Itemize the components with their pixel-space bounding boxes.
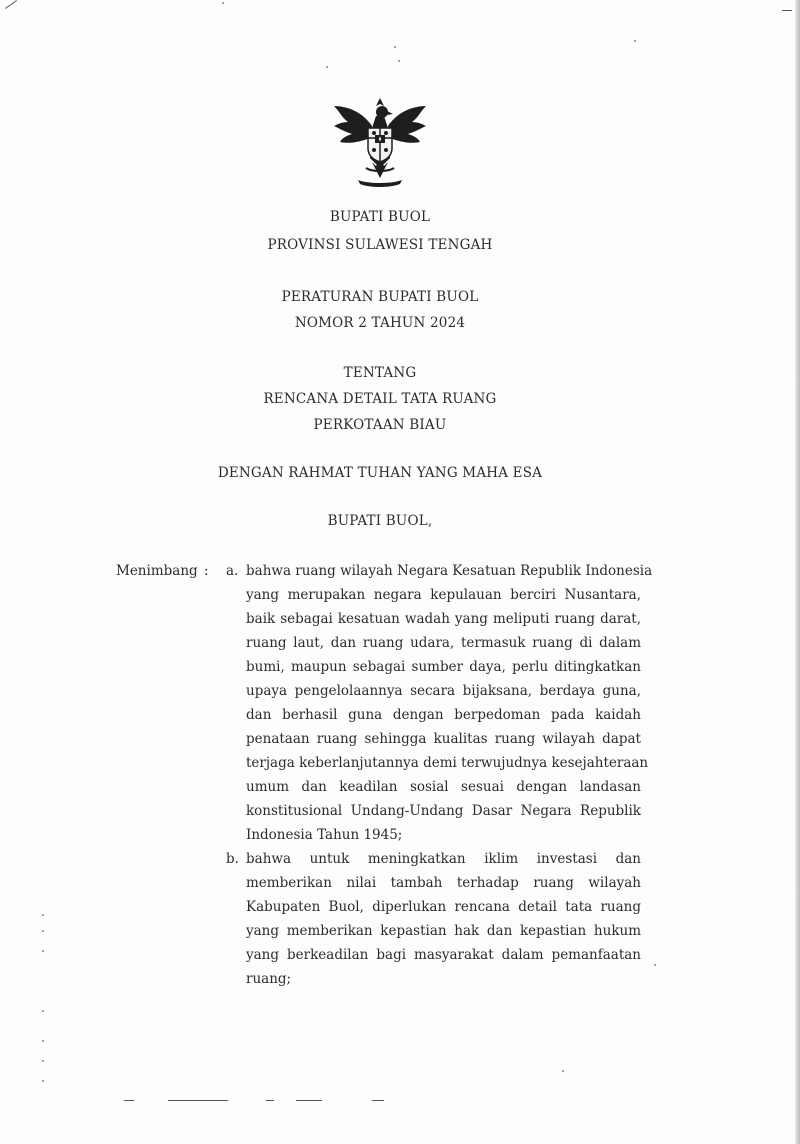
item-b-line: ruang; — [246, 971, 292, 987]
item-b-line: yang berkeadilan bagi masyarakat dalam pemanfaatan — [246, 947, 641, 963]
item-a-line: penataan ruang sehingga kualitas ruang wilayah dapat — [246, 731, 641, 747]
scan-artifact — [394, 46, 396, 48]
scan-artifact — [326, 66, 328, 68]
scan-artifact — [42, 1060, 44, 1062]
scan-artifact — [562, 1070, 564, 1072]
scan-artifact — [5, 0, 17, 9]
invocation: DENGAN RAHMAT TUHAN YANG MAHA ESA — [217, 465, 543, 481]
scan-artifact — [372, 1100, 384, 1101]
official-title: BUPATI BUOL — [329, 209, 431, 225]
scan-artifact — [42, 950, 44, 952]
item-a-line: upaya pengelolaannya secara bijaksana, berdaya guna, — [246, 683, 641, 699]
regulation-type: PERATURAN BUPATI BUOL — [281, 289, 479, 305]
item-marker-a: a. — [226, 563, 239, 579]
garuda-pancasila-emblem-icon — [328, 92, 432, 192]
considerations-label: Menimbang — [116, 563, 198, 579]
scan-artifact — [168, 1100, 228, 1101]
item-b-line: yang memberikan kepastian hak dan kepastian hukum — [246, 923, 641, 939]
item-a-line: dan berhasil guna dengan berpedoman pada kaidah — [246, 707, 641, 723]
item-a-line: terjaga keberlanjutannya demi terwujudnya kesejahteraan — [246, 755, 649, 771]
scan-artifact — [42, 930, 44, 932]
province-name: PROVINSI SULAWESI TENGAH — [267, 237, 493, 253]
regulation-title-line-1: RENCANA DETAIL TATA RUANG — [263, 391, 497, 407]
item-a-line: baik sebagai kesatuan wadah yang meliputi ruang darat, — [246, 611, 641, 627]
considerations-colon: : — [204, 563, 209, 579]
scan-artifact — [266, 1100, 274, 1101]
item-a-line: bahwa ruang wilayah Negara Kesatuan Republik Indonesia — [246, 563, 653, 579]
item-marker-b: b. — [226, 851, 239, 867]
item-b-line: bahwa untuk meningkatkan iklim investasi dan — [246, 851, 641, 867]
scan-edge-shadow — [795, 0, 800, 1144]
about-label: TENTANG — [343, 365, 417, 381]
regulation-title-line-2: PERKOTAAN BIAU — [313, 417, 447, 433]
item-a-line: ruang laut, dan ruang udara, termasuk ruang di dalam — [246, 635, 641, 651]
item-a-line: Indonesia Tahun 1945; — [246, 827, 403, 843]
scan-artifact — [42, 1080, 44, 1082]
regulation-number: NOMOR 2 TAHUN 2024 — [294, 315, 466, 331]
item-a-line: yang merupakan negara kepulauan berciri Nusantara, — [246, 587, 641, 603]
item-b-line: memberikan nilai tambah terhadap ruang wilayah — [246, 875, 641, 891]
item-b-line: Kabupaten Buol, diperlukan rencana detail tata ruang — [246, 899, 641, 915]
scan-artifact — [398, 60, 400, 62]
scan-artifact — [42, 1040, 44, 1042]
authority: BUPATI BUOL, — [327, 513, 433, 529]
scan-artifact — [124, 1100, 134, 1101]
item-a-line: umum dan keadilan sosial sesuai dengan landasan — [246, 779, 641, 795]
item-a-line: konstitusional Undang-Undang Dasar Negara Republik — [246, 803, 641, 819]
scan-artifact — [222, 2, 224, 4]
scan-artifact — [296, 1100, 322, 1101]
scan-artifact — [42, 914, 44, 916]
item-a-line: bumi, maupun sebagai sumber daya, perlu ditingkatkan — [246, 659, 641, 675]
scan-artifact — [782, 10, 792, 11]
scan-artifact — [42, 1010, 44, 1012]
scan-artifact — [654, 964, 656, 966]
scan-artifact — [634, 40, 636, 42]
